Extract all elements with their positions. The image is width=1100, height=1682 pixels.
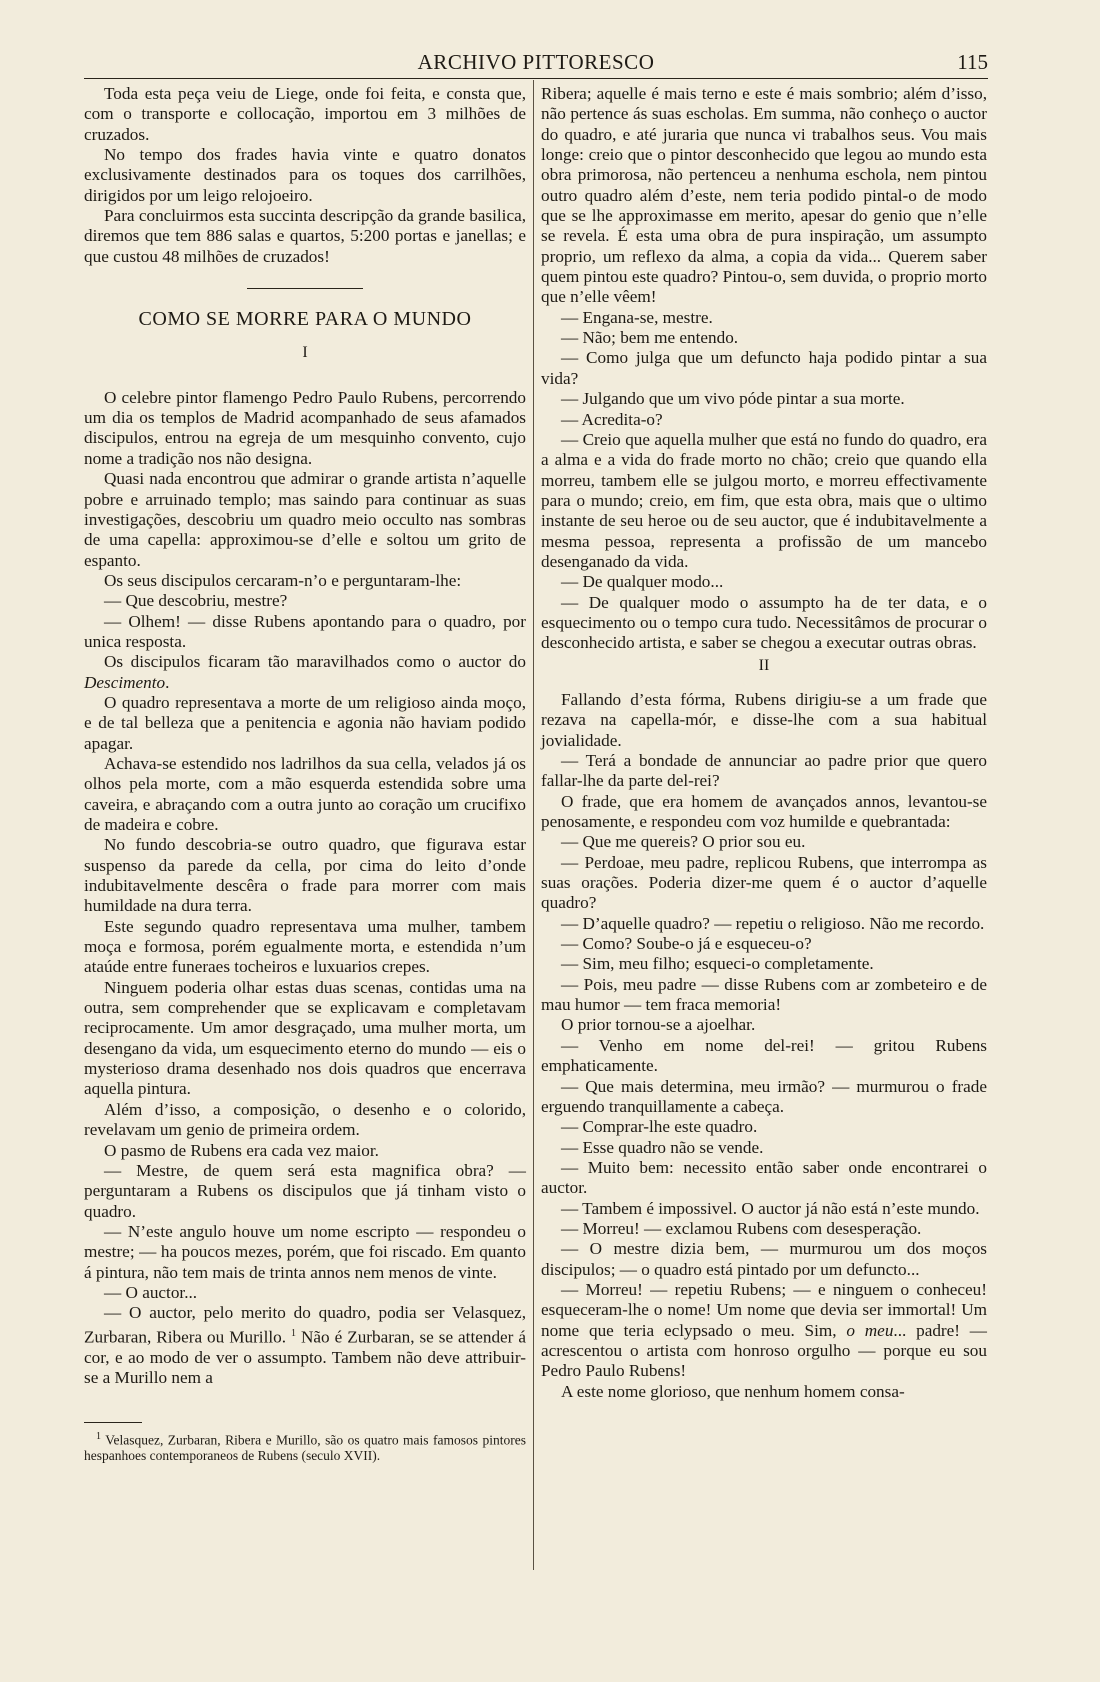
paragraph: No tempo dos frades havia vinte e quatro donatos exclusivamente destinados para os toques dos carrilhões, dirigidos por um leigo relojoeiro.	[84, 145, 526, 205]
paragraph-o-meu	[541, 1280, 987, 1382]
text-run: Os discipulos ficaram tão maravilhados como o auctor do	[104, 652, 526, 672]
paragraph: — Perdoae, meu padre, replicou Rubens, que interrompa as suas orações. Poderia dizer-me quem é o auctor d’aquelle quadro?	[541, 852, 987, 913]
paragraph: O quadro representava a morte de um religioso ainda moço, e de tal belleza que a penitencia e agonia não haviam podido apagar.	[84, 692, 526, 753]
paragraph: — Tambem é impossivel. O auctor já não está n’este mundo.	[561, 1198, 980, 1218]
paragraph: Toda esta peça veiu de Liege, onde foi feita, e consta que, com o transporte e collocação, importou em 3 milhões de cruzados.	[84, 84, 526, 144]
paragraph: — Julgando que um vivo póde pintar a sua morte.	[561, 389, 905, 409]
paragraph: — D’aquelle quadro? — repetiu o religioso. Não me recordo.	[561, 913, 985, 933]
paragraph: — Não; bem me entendo.	[561, 328, 739, 348]
paragraph: Para concluirmos esta succinta descripção da grande basilica, diremos que tem 886 salas e quartos, 5:200 portas e janellas; e que custou 48 milhões de cruzados!	[84, 206, 526, 266]
footnote-text: Velasquez, Zurbaran, Ribera e Murillo, são os quatro mais famosos pintores hespanhoes contemporaneos de Rubens (seculo XVII).	[84, 1432, 526, 1463]
paragraph: — Como julga que um defuncto haja podido pintar a sua vida?	[541, 348, 987, 388]
paragraph: — Terá a bondade de annunciar ao padre prior que quero fallar-lhe da parte del-rei?	[541, 751, 987, 791]
section-separator-rule	[247, 288, 363, 289]
text-run: — Morreu! — repetiu Rubens; — e ninguem o conheceu! esqueceram-lhe o nome! Um nome que devia ser immortal! Um nome que teria eclypsado o meu. Sim,	[541, 1279, 987, 1340]
paragraph: O frade, que era homem de avançados annos, levantou-se penosamente, e respondeu com voz humilde e quebrantada:	[541, 791, 987, 832]
article-body-part-1	[84, 388, 526, 652]
paragraph: — Morreu! — exclamou Rubens com desesperação.	[561, 1218, 922, 1238]
paragraph: Os seus discipulos cercaram-n’o e perguntaram-lhe:	[104, 570, 462, 590]
text-run: ... padre! — acrescentou o artista com honroso orgulho — porque eu sou Pedro Paulo Rubens!	[541, 1320, 987, 1381]
publication-title: ARCHIVO PITTORESCO	[417, 50, 655, 74]
paragraph: — Sim, meu filho; esqueci-o completamente.	[561, 954, 874, 974]
paragraph: — Que me quereis? O prior sou eu.	[561, 832, 806, 852]
paragraph: — Mestre, de quem será esta magnifica obra? — perguntaram a Rubens os discipulos que já tinham visto o quadro.	[84, 1160, 526, 1221]
paragraph: Quasi nada encontrou que admirar o grande artista n’aquelle pobre e arruinado templo; mas saindo para continuar as suas investigações, descobriu um quadro meio occulto nas sombras de uma capella: approximou-se d’elle e soltou um grito de espanto.	[84, 469, 526, 570]
footnote-marker: 1	[96, 1431, 101, 1443]
paragraph-auctor-merito	[84, 1303, 526, 1388]
section-numeral-two: II	[758, 656, 770, 674]
article-body-part-4	[541, 690, 987, 1280]
text-run: Não é Zurbaran, se se attender á cor, e ao modo de ver o assumpto. Tambem não deve attribuir-se a Murillo nem a	[84, 1327, 527, 1388]
paragraph: Ribera; aquelle é mais terno e este é mais sombrio; além d’isso, não pertence ás suas escholas. Em summa, não conheço o auctor do quadro, e até juraria que nunca vi trabalhos seus. Vou mais longe: creio que o pintor desconhecido que legou ao mundo esta obra primorosa, não pertenceu a nenhuma eschola, nem pintou outro quadro além d’este, nem teria podido pintal-o de modo que se lhe approximasse em merito, apesar do genio que n’elle se revela. É esta uma obra de pura inspiração, um assumpto proprio, um reflexo da alma, a copia da vida... Querem saber quem pintou este quadro? Pintou-o, sem duvida, o proprio morto que n’elle vêem!	[541, 84, 987, 307]
emphasis: o meu	[846, 1320, 894, 1340]
column-divider	[533, 80, 534, 1570]
right-column	[541, 84, 987, 1402]
paragraph: O prior tornou-se a ajoelhar.	[561, 1015, 756, 1035]
paragraph: Achava-se estendido nos ladrilhos da sua cella, velados já os olhos pela morte, com a mão esquerda estendida sobre uma caveira, e abraçando com a outra junto ao coração um crucifixo de madeira e cobre.	[84, 753, 526, 834]
paragraph: O celebre pintor flamengo Pedro Paulo Rubens, percorrendo um dia os templos de Madrid acompanhado de seus afamados discipulos, entrou na egreja de um mesquinho convento, cujo nome a tradição nos não designa.	[84, 387, 526, 468]
paragraph: Ninguem poderia olhar estas duas scenas, contidas uma na outra, sem comprehender que se explicavam e completavam reciprocamente. Um amor desgraçado, uma mulher morta, um desengano da vida, um esquecimento eterno do mundo — eis o mysterioso drama desenhado nos dois quadros que encerrava aquella pintura.	[84, 977, 526, 1099]
footnote	[84, 1429, 526, 1463]
paragraph: — N’este angulo houve um nome escripto — respondeu o mestre; — ha poucos mezes, porém, que foi riscado. Em quanto á pintura, não tem mais de trinta annos nem menos de vinte.	[84, 1221, 526, 1282]
paragraph: — De qualquer modo o assumpto ha de ter data, e o esquecimento ou o tempo cura tudo. Necessitâmos de procurar o desconhecido artista, e saber se chegou a executar outras obras.	[541, 592, 987, 653]
footnote-reference: 1	[291, 1327, 297, 1339]
paragraph: No fundo descobria-se outro quadro, que figurava estar suspenso da parede da cella, por cima do leito d’onde indubitavelmente descêra o frade para morrer com mais humildade na dura terra.	[84, 835, 526, 916]
text-run: — O auctor, pelo merito do quadro, podia ser Velasquez, Zurbaran, Ribera ou Murillo.	[84, 1303, 526, 1347]
paragraph: — De qualquer modo...	[561, 572, 724, 592]
paragraph: — Esse quadro não se vende.	[561, 1137, 764, 1157]
article-body-part-2	[84, 693, 526, 1303]
paragraph: — Muito bem: necessito então saber onde encontrarei o auctor.	[541, 1157, 987, 1198]
paragraph: — Comprar-lhe este quadro.	[561, 1117, 758, 1137]
paragraph: — Acredita-o?	[561, 409, 663, 429]
article-body-part-3	[541, 84, 987, 654]
paragraph: — Pois, meu padre — disse Rubens com ar zombeteiro e de mau humor — tem fraca memoria!	[541, 974, 987, 1015]
paragraph-descimento	[84, 652, 526, 693]
paragraph: — Creio que aquella mulher que está no fundo do quadro, era a alma e a vida do frade morto no chão; creio que quando ella morreu, tambem elle se julgou morto, e morreu effectivamente para o mundo; creio, em fim, que esta obra, mais que o ultimo instante de seu heroe ou de seu auctor, que é indubitavelmente a mesma pessoa, representa a profissão de um mancebo desenganado da vida.	[541, 429, 987, 571]
paragraph: O pasmo de Rubens era cada vez maior.	[104, 1140, 379, 1160]
painting-title: Descimento	[84, 672, 166, 692]
intro-section	[84, 84, 526, 267]
paragraph: — Olhem! — disse Rubens apontando para o quadro, por unica resposta.	[84, 611, 526, 651]
paragraph: — Engana-se, mestre.	[561, 307, 713, 327]
paragraph: — Venho em nome del-rei! — gritou Rubens emphaticamente.	[541, 1035, 987, 1076]
section-numeral-one: I	[302, 344, 308, 362]
paragraph: — O auctor...	[104, 1282, 198, 1302]
paragraph: — Como? Soube-o já e esqueceu-o?	[561, 934, 812, 954]
paragraph: Fallando d’esta fórma, Rubens dirigiu-se a um frade que rezava na capella-mór, e disse-lhe com a sua habitual jovialidade.	[541, 689, 987, 750]
article-title: COMO SE MORRE PARA O MUNDO	[138, 308, 472, 331]
page-number: 115	[957, 50, 988, 74]
paragraph: Além d’isso, a composição, o desenho e o colorido, revelavam um genio de primeira ordem.	[84, 1099, 526, 1140]
paragraph: — Que descobriu, mestre?	[104, 591, 288, 611]
text-run: .	[165, 672, 170, 692]
paragraph: Este segundo quadro representava uma mulher, tambem moça e formosa, porém egualmente morta, e estendida n’um ataúde entre funeraes tocheiros e luxuarios crepes.	[84, 916, 526, 977]
paragraph-closing: A este nome glorioso, que nenhum homem consa-	[561, 1381, 905, 1401]
paragraph: — O mestre dizia bem, — murmurou um dos moços discipulos; — o quadro está pintado por um defuncto...	[541, 1239, 987, 1279]
left-column	[84, 84, 526, 1463]
page-header	[84, 48, 988, 79]
paragraph: — Que mais determina, meu irmão? — murmurou o frade erguendo tranquillamente a cabeça.	[541, 1076, 987, 1116]
footnote-rule	[84, 1422, 142, 1423]
